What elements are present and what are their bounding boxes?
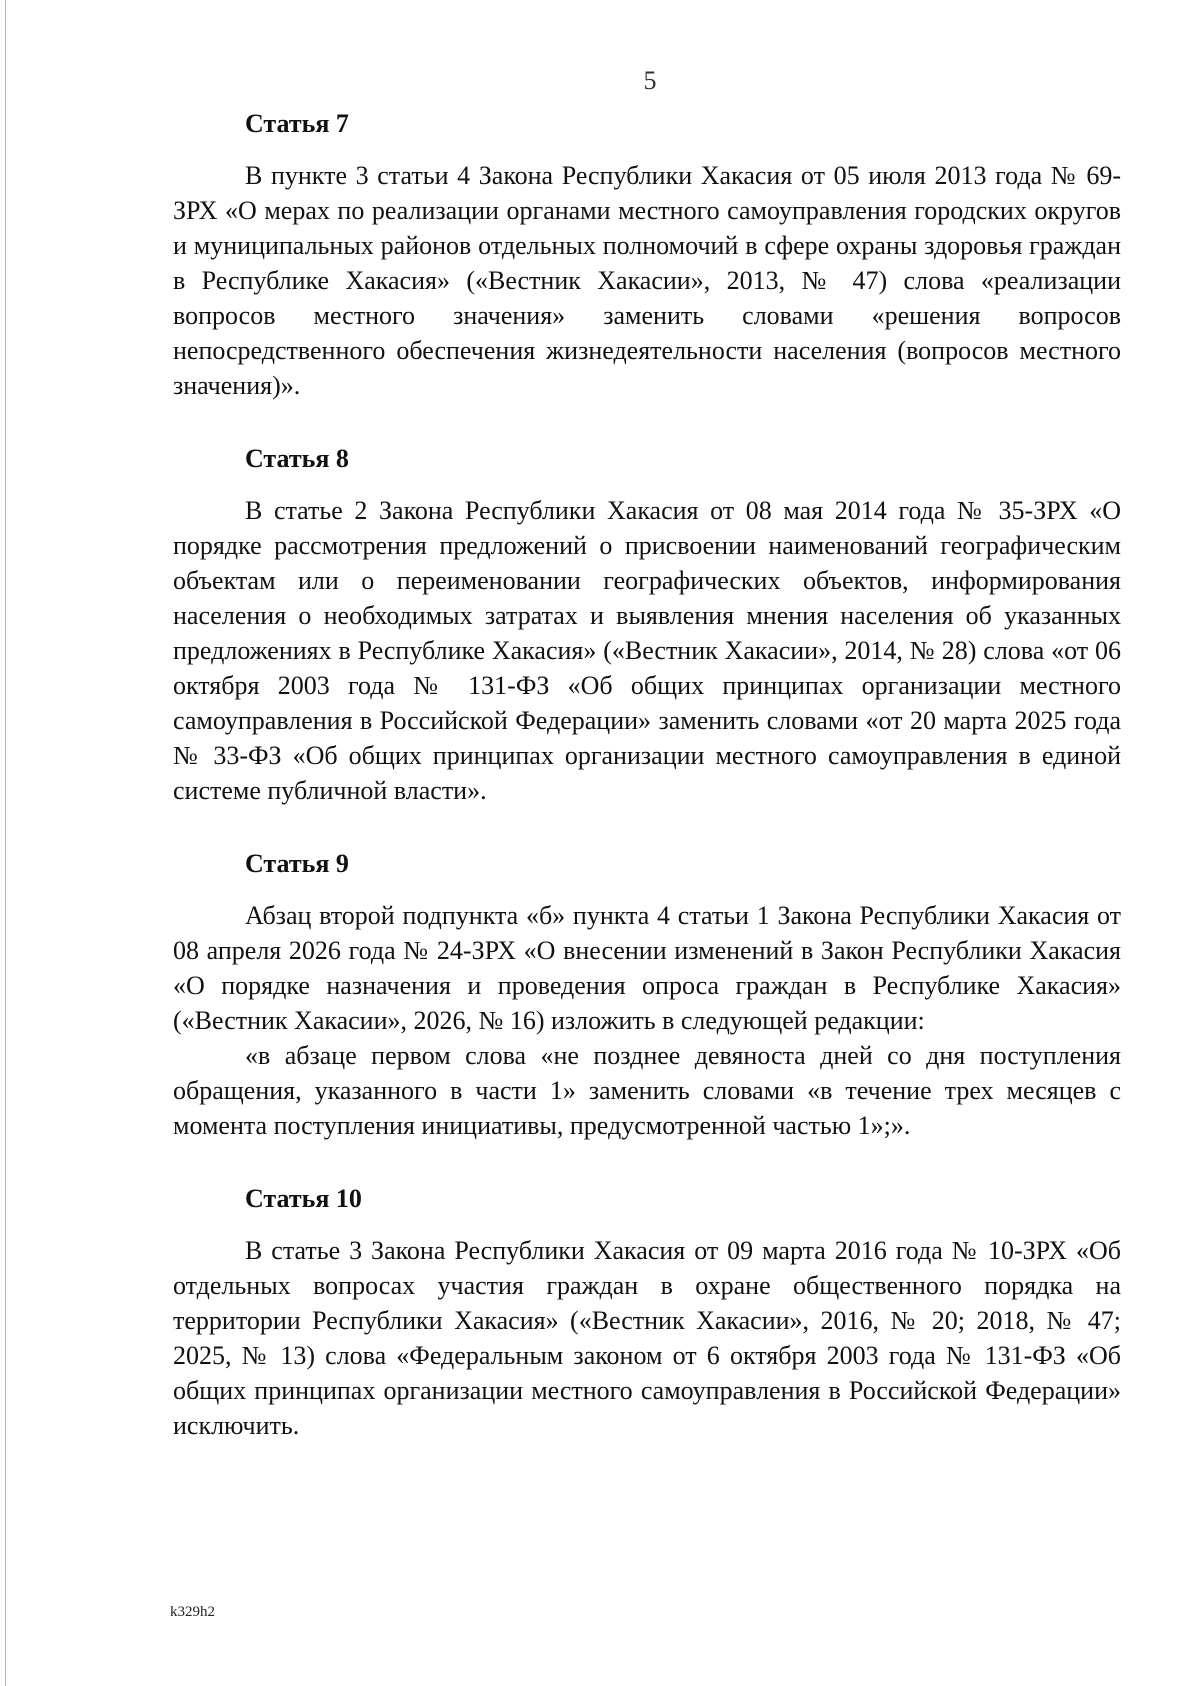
article-heading: Статья 8 [245,444,349,473]
page-number: 5 [643,66,657,95]
article-7 [173,106,1121,403]
article-paragraph: В пункте 3 статьи 4 Закона Республики Хакасия от 05 июля 2013 года № 69-ЗРХ «О мерах по реализации органами местного самоуправления городских округов и муниципальных районов отдельных полномочий в сфере охраны здоровья граждан в Республике Хакасия» («Вестник Хакасии», 2013, № 47) слова «реализации вопросов местного значения» заменить словами «решения вопросов непосредственного обеспечения жизнедеятельности населения (вопросов местного значения)». [173,161,1121,400]
article-paragraph: «в абзаце первом слова «не позднее девяноста дней со дня поступления обращения, указанного в части 1» заменить словами «в течение трех месяцев с момента поступления инициативы, предусмотренной частью 1»;». [173,1041,1121,1140]
article-10 [173,1181,1121,1443]
article-heading: Статья 9 [245,849,349,878]
article-heading: Статья 7 [245,109,349,138]
scan-edge-line [5,0,6,1686]
document-code: k329h2 [170,1604,215,1620]
article-paragraph: Абзац второй подпункта «б» пункта 4 статьи 1 Закона Республики Хакасия от 08 апреля 2026 года № 24-ЗРХ «О внесении изменений в Закон Республики Хакасия «О порядке назначения и проведения опроса граждан в Республике Хакасия» («Вестник Хакасии», 2026, № 16) изложить в следующей редакции: [173,901,1121,1035]
article-9 [173,846,1121,1143]
article-8 [173,441,1121,808]
article-paragraph: В статье 2 Закона Республики Хакасия от 08 мая 2014 года № 35-ЗРХ «О порядке рассмотрения предложений о присвоении наименований географическим объектам или о переименовании географических объектов, информирования населения о необходимых затратах и выявления мнения населения об указанных предложениях в Республике Хакасия» («Вестник Хакасии», 2014, № 28) слова «от 06 октября 2003 года № 131-ФЗ «Об общих принципах организации местного самоуправления в Российской Федерации» заменить словами «от 20 марта 2025 года № 33-ФЗ «Об общих принципах организации местного самоуправления в единой системе публичной власти». [173,496,1121,805]
document-body [173,106,1121,1481]
article-paragraph: В статье 3 Закона Республики Хакасия от 09 марта 2016 года № 10-ЗРХ «Об отдельных вопросах участия граждан в охране общественного порядка на территории Республики Хакасия» («Вестник Хакасии», 2016, № 20; 2018, № 47; 2025, № 13) слова «Федеральным законом от 6 октября 2003 года № 131-ФЗ «Об общих принципах организации местного самоуправления в Российской Федерации» исключить. [173,1236,1121,1440]
article-heading: Статья 10 [245,1184,362,1213]
